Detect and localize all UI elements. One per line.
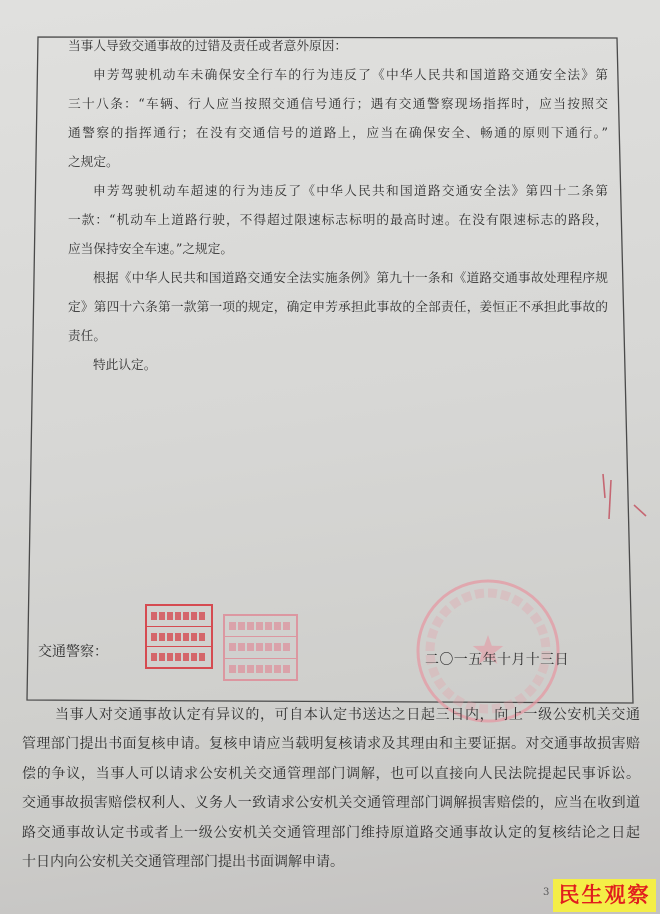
paragraph-3-line-3: 责任。 bbox=[68, 328, 107, 343]
paragraph-1-line-3: 通警察的指挥通行；在没有交通信号的道路上，应当在确保安全、畅通的原则下通行。” bbox=[68, 125, 608, 140]
notice-line-2: 管理部门提出书面复核申请。复核申请应当载明复核请求及其理由和主要证据。对交通事故损害赔 bbox=[22, 736, 640, 753]
paragraph-2-line-1: 申芳驾驶机动车超速的行为违反了《中华人民共和国道路交通安全法》第四十二条第 bbox=[93, 183, 608, 198]
officer-label: 交通警察： bbox=[38, 644, 108, 660]
rectangular-stamp-icon bbox=[223, 614, 298, 681]
notice-line-4: 交通事故损害赔偿权利人、义务人一致请求公安机关交通管理部门调解损害赔偿的，应当在收到道 bbox=[22, 795, 640, 812]
red-pen-mark bbox=[603, 474, 646, 519]
conclusion: 特此认定。 bbox=[93, 357, 157, 372]
notice-line-6: 十日内向公安机关交通管理部门提出书面调解申请。 bbox=[22, 853, 344, 870]
paragraph-1-line-4: 之规定。 bbox=[68, 154, 119, 169]
notice-line-5: 路交通事故认定书或者上一级公安机关交通管理部门维持原道路交通事故认定的复核结论之日起 bbox=[22, 824, 640, 841]
paragraph-3-line-2: 定》第四十六条第一款第一项的规定，确定申芳承担此事故的全部责任，姜恒正不承担此事故的 bbox=[68, 299, 608, 314]
reason-heading: 当事人导致交通事故的过错及责任或者意外原因： bbox=[68, 38, 348, 53]
paragraph-1-line-2: 三十八条：“车辆、行人应当按照交通信号通行；遇有交通警察现场指挥时，应当按照交 bbox=[68, 96, 608, 111]
notice-line-1: 当事人对交通事故认定有异议的，可自本认定书送达之日起三日内，向上一级公安机关交通 bbox=[55, 707, 640, 723]
paragraph-2-line-2: 一款：“机动车上道路行驶，不得超过限速标志标明的最高时速。在没有限速标志的路段， bbox=[68, 212, 608, 227]
paragraph-1-line-1: 申芳驾驶机动车未确保安全行车的行为违反了《中华人民共和国道路交通安全法》第 bbox=[93, 67, 608, 82]
determination-section bbox=[68, 31, 608, 379]
determination-date: 二〇一五年十月十三日 bbox=[425, 652, 569, 668]
paragraph-2-line-3: 应当保持安全车速。”之规定。 bbox=[68, 241, 234, 256]
notice-line-3: 偿的争议，当事人可以请求公安机关交通管理部门调解，也可以直接向人民法院提起民事诉讼。 bbox=[22, 765, 640, 782]
paragraph-3-line-1: 根据《中华人民共和国道路交通安全法实施条例》第九十一条和《道路交通事故处理程序规 bbox=[93, 270, 608, 285]
page-number: 3 bbox=[543, 887, 550, 898]
watermark-logo: 民生观察 bbox=[553, 879, 656, 912]
rectangular-stamp-icon bbox=[145, 604, 213, 669]
appeal-notice bbox=[22, 701, 640, 877]
